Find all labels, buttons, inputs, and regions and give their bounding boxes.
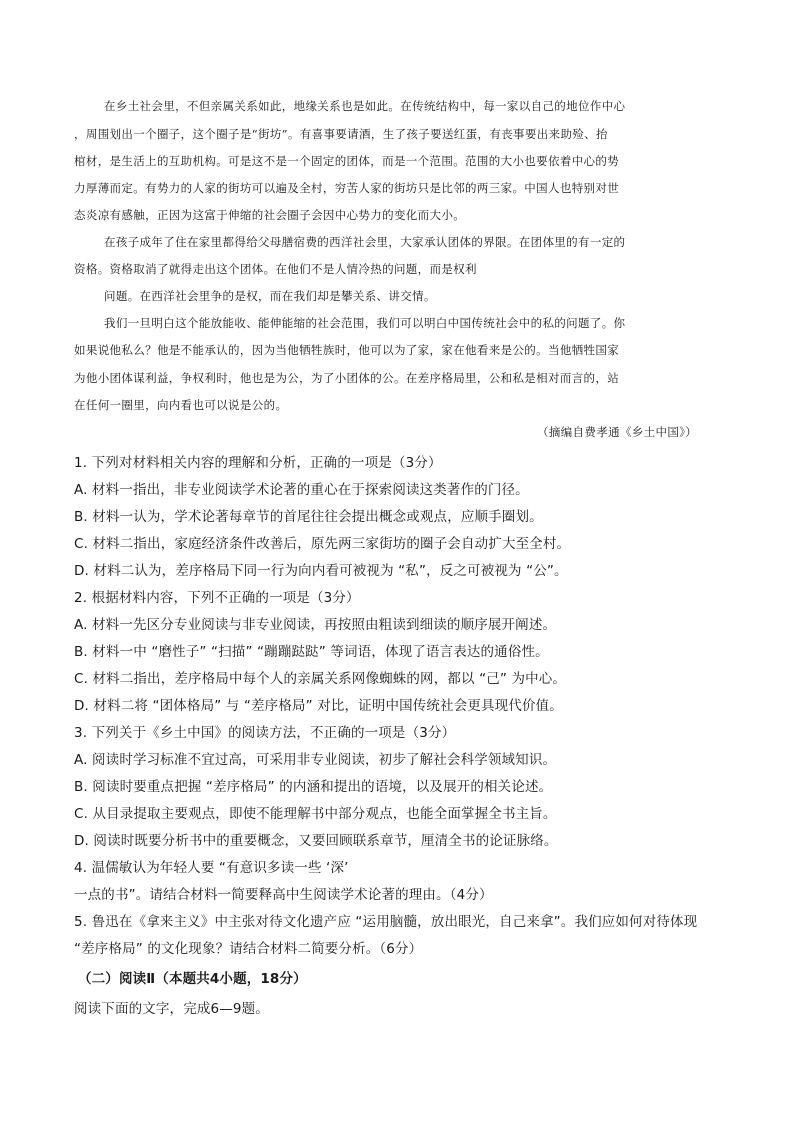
material-line: 在乡土社会里，不但亲属关系如此，地缘关系也是如此。在传统结构中，每一家以自己的地位作中心 [104, 99, 626, 113]
material-line: ，周围划出一个圈子，这个圈子是“街坊”。有喜事要请酒，生了孩子要送红蛋，有丧事要出来助殓、抬 [74, 127, 608, 141]
question-4-stem-cont: 一点的书”。请结合材料一简要释高中生阅读学术论著的理由。（4分） [74, 887, 493, 903]
material-line: 力厚薄而定。有势力的人家的街坊可以遍及全村，穷苦人家的街坊只是比邻的两三家。中国人也特别对世 [74, 181, 620, 195]
question-option: C. 从目录提取主要观点，即使不能理解书中部分观点，也能全面掌握全书主旨。 [74, 806, 557, 822]
material-line: 棺材，是生活上的互助机构。可是这不是一个固定的团体，而是一个范围。范围的大小也要依着中心的势 [74, 154, 620, 168]
question-option: A. 材料一先区分专业阅读与非专业阅读，再按照由粗读到细读的顺序展开阐述。 [74, 617, 557, 633]
material-line: 在任何一圈里，向内看也可以说是公的。 [74, 398, 288, 412]
question-5-stem-cont: “差序格局” 的文化现象？请结合材料二简要分析。（6分） [74, 941, 423, 957]
question-option: B. 材料一认为，学术论著每章节的首尾往往会提出概念或观点，应顺手圈划。 [74, 509, 543, 525]
reading-instruction: 阅读下面的文字，完成6—9题。 [74, 1001, 269, 1017]
question-option: A. 材料一指出，非专业阅读学术论著的重心在于探索阅读这类著作的门径。 [74, 482, 529, 498]
material-line: 问题。在西洋社会里争的是权，而在我们却是攀关系、讲交情。 [104, 289, 436, 303]
material-line: 我们一旦明白这个能放能收、能伸能缩的社会范围，我们可以明白中国传统社会中的私的问题了。你 [104, 316, 626, 330]
question-option: D. 材料二认为，差序格局下同一行为向内看可被视为 “私”，反之可被视为 “公”。 [74, 563, 568, 579]
material-line: 态炎凉有感触，正因为这富于伸缩的社会圈子会因中心势力的变化而大小。 [74, 208, 466, 222]
question-3-stem: 3. 下列关于《乡土中国》的阅读方法，不正确的一项是（3分） [74, 725, 456, 741]
material-line: 如果说他私么？他是不能承认的，因为当他牺牲族时，他可以为了家，家在他看来是公的。当他牺牲国家 [74, 343, 620, 357]
source-citation: （摘编自费孝通《乡土中国》） [537, 425, 698, 439]
question-option: A. 阅读时学习标准不宜过高，可采用非专业阅读，初步了解社会科学领域知识。 [74, 752, 557, 768]
question-option: D. 阅读时既要分析书中的重要概念，又要回顾联系章节，厘清全书的论证脉络。 [74, 833, 558, 849]
question-option: B. 材料一中 “磨性子” “扫描” “蹦蹦跶跶” 等词语，体现了语言表达的通俗性。 [74, 644, 549, 660]
section-heading: （二）阅读Ⅱ（本题共4小题，18分） [78, 971, 307, 987]
question-1-stem: 1. 下列对材料相关内容的理解和分析，正确的一项是（3分） [74, 455, 442, 471]
question-5-stem: 5. 鲁迅在《拿来主义》中主张对待文化遗产应 “运用脑髓，放出眼光，自己来拿”。我们应如何对待体现 [74, 914, 698, 930]
material-line: 为他小团体谋利益，争权利时，他也是为公，为了小团体的公。在差序格局里，公和私是相对而言的，站 [74, 371, 620, 385]
question-4-stem: 4. 温儒敏认为年轻人要 “有意识多读一些 ‘深’ [74, 860, 349, 876]
question-option: B. 阅读时要重点把握 “差序格局” 的内涵和提出的语境，以及展开的相关论述。 [74, 779, 553, 795]
question-2-stem: 2. 根据材料内容，下列不正确的一项是（3分） [74, 590, 360, 606]
material-line: 资格。资格取消了就得走出这个团体。在他们不是人情冷热的问题，而是权利 [74, 262, 477, 276]
question-option: C. 材料二指出，家庭经济条件改善后，原先两三家街坊的圈子会自动扩大至全村。 [74, 536, 571, 552]
material-line: 在孩子成年了住在家里都得给父母膳宿费的西洋社会里，大家承认团体的界限。在团体里的有一定的 [104, 235, 626, 249]
question-option: D. 材料二将 “团体格局” 与 “差序格局” 对比，证明中国传统社会更具现代价值。 [74, 698, 563, 714]
question-option: C. 材料二指出，差序格局中每个人的亲属关系网像蜘蛛的网，都以 “己” 为中心。 [74, 671, 567, 687]
